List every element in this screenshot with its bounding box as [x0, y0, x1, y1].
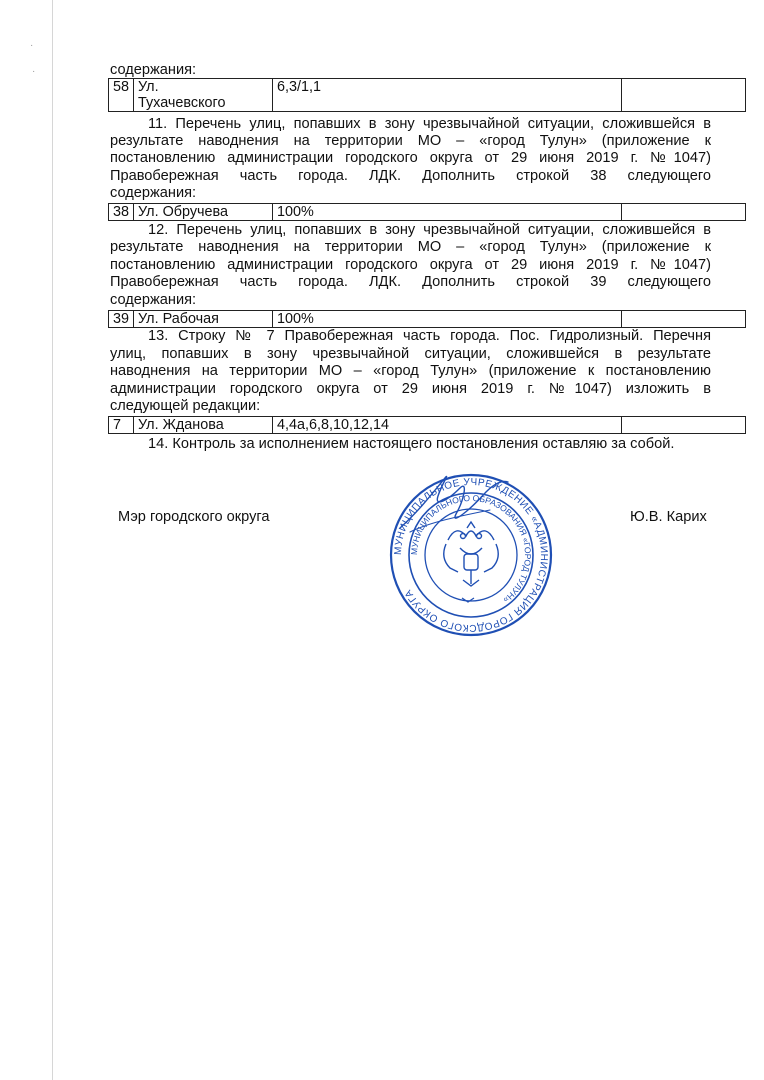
stamp-inner-text: МУНИЦИПАЛЬНОГО ОБРАЗОВАНИЯ «ГОРОД ТУЛУН»	[408, 492, 534, 606]
row-number: 7	[109, 417, 134, 434]
street-cell: Ул. Рабочая	[134, 311, 273, 328]
value-cell: 6,3/1,1	[273, 79, 622, 112]
table-row-38	[108, 203, 746, 221]
table-row-58	[108, 78, 746, 112]
scan-mark: ·	[32, 66, 36, 77]
row-number: 38	[109, 204, 134, 221]
street-line: Тухачевского	[138, 95, 226, 111]
value-cell: 100%	[273, 204, 622, 221]
street-cell	[134, 79, 273, 112]
paragraph-13-line: 13. Строку № 7 Правобережная часть города. Пос. Гидролизный. Перечня	[148, 328, 711, 344]
paragraph-12-line: результате наводнения на территории МО – «город Тулун» (приложение к	[110, 239, 711, 255]
signature-position: Мэр городского округа	[118, 509, 270, 525]
row-number: 58	[109, 79, 134, 112]
table-row-7	[108, 416, 746, 434]
paragraph-12-line: Правобережная часть города. ЛДК. Дополнить строкой 39 следующего	[110, 274, 711, 290]
paragraph-11-line: 11. Перечень улиц, попавших в зону чрезвычайной ситуации, сложившейся в	[148, 116, 711, 132]
paragraph-13-line: следующей редакции:	[110, 398, 261, 414]
street-cell: Ул. Обручева	[134, 204, 273, 221]
paragraph-11-line: Правобережная часть города. ЛДК. Дополнить строкой 38 следующего	[110, 168, 711, 184]
paragraph-14: 14. Контроль за исполнением настоящего постановления оставляю за собой.	[148, 436, 675, 452]
paragraph-12-line: 12. Перечень улиц, попавших в зону чрезвычайной ситуации, сложившейся в	[148, 222, 711, 238]
handwritten-signature	[390, 470, 520, 540]
table-row-39	[108, 310, 746, 328]
text-line: содержания:	[110, 62, 197, 78]
paragraph-12-line: содержания:	[110, 292, 197, 308]
street-cell: Ул. Жданова	[134, 417, 273, 434]
paragraph-11-line: постановлению администрации городского округа от 29 июня 2019 г. №1047)	[110, 150, 711, 166]
paragraph-11-line: результате наводнения на территории МО – «город Тулун» (приложение к	[110, 133, 711, 149]
value-cell: 100%	[273, 311, 622, 328]
signature-name: Ю.В. Карих	[630, 509, 707, 525]
scan-edge	[52, 0, 53, 1080]
row-number: 39	[109, 311, 134, 328]
paragraph-13-line: администрации городского округа от 29 июня 2019 г. №1047) изложить в	[110, 381, 711, 397]
paragraph-13-line: улиц, попавших в зону чрезвычайной ситуации, сложившейся в результате	[110, 346, 711, 362]
street-line: Ул.	[138, 79, 159, 95]
paragraph-13-line: наводнения на территории МО – «город Тулун» (приложение к постановлению	[110, 363, 711, 379]
empty-cell	[622, 79, 746, 112]
empty-cell	[622, 204, 746, 221]
empty-cell	[622, 417, 746, 434]
paragraph-11-line: содержания:	[110, 185, 197, 201]
scan-mark: ·	[30, 40, 34, 51]
stamp-outer-text: МУНИЦИПАЛЬНОЕ УЧРЕЖДЕНИЕ «АДМИНИСТРАЦИЯ ГОРОДСКОГО ОКРУГА	[392, 476, 550, 634]
paragraph-12-line: постановлению администрации городского округа от 29 июня 2019 г. №1047)	[110, 257, 711, 273]
value-cell: 4,4а,6,8,10,12,14	[273, 417, 622, 434]
empty-cell	[622, 311, 746, 328]
